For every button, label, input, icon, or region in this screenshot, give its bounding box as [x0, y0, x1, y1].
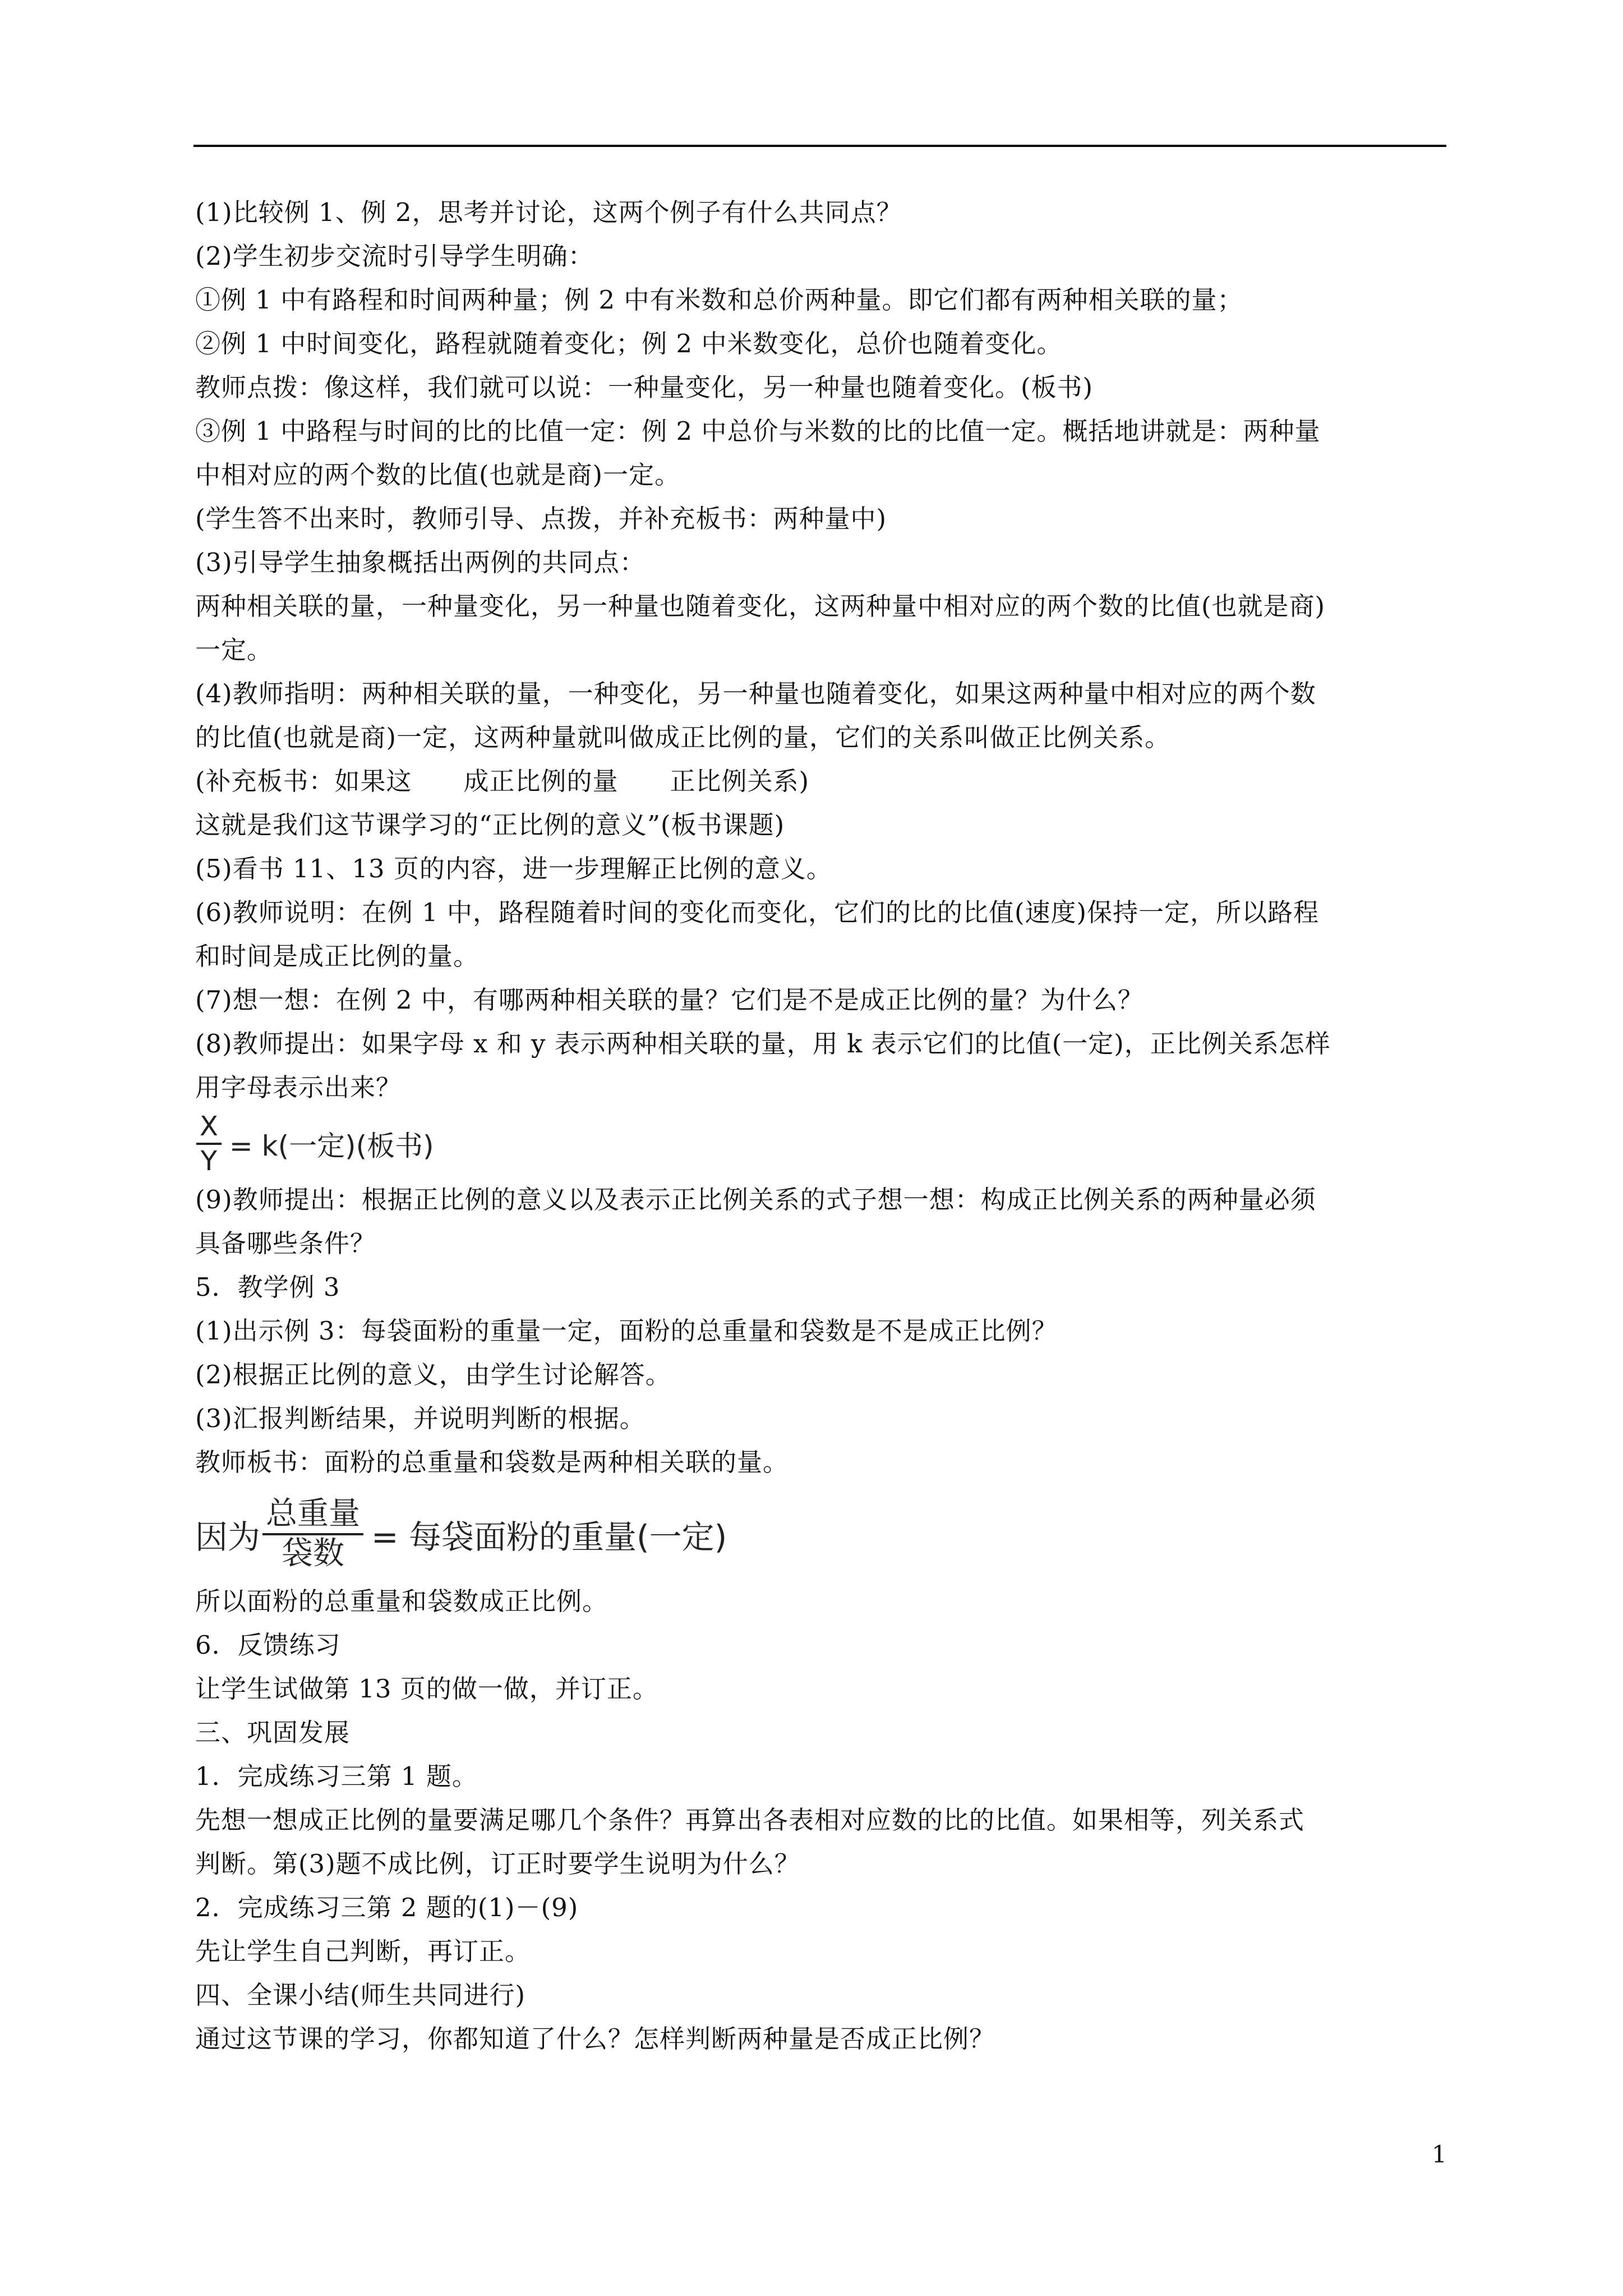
text-line: 教师板书：面粉的总重量和袋数是两种相关联的量。	[195, 1447, 789, 1477]
text-line: 5．教学例 3	[195, 1272, 340, 1302]
text-line: (7)想一想：在例 2 中，有哪两种相关联的量？它们是不是成正比例的量？为什么？	[195, 985, 1144, 1015]
text-block-practice	[195, 1580, 1451, 2061]
text-line: 6．反馈练习	[195, 1630, 341, 1660]
text-line: 2．完成练习三第 2 题的(1)－(9)	[195, 1893, 579, 1922]
formula-ratio-xy	[195, 1110, 1451, 1178]
text-line: 先想一想成正比例的量要满足哪几个条件？再算出各表相对应数的比的比值。如果相等，列关系式	[195, 1805, 1305, 1835]
text-line: ③例 1 中路程与时间的比的比值一定：例 2 中总价与米数的比的比值一定。概括地讲就是：两种量	[195, 416, 1321, 446]
text-line: 这就是我们这节课学习的“正比例的意义”(板书课题)	[195, 810, 785, 840]
fraction-x-over-y	[196, 1112, 222, 1176]
text-block-intro	[195, 191, 1451, 1110]
text-line: (2)根据正比例的意义，由学生讨论解答。	[195, 1360, 671, 1389]
formula-prefix: 因为	[195, 1518, 261, 1556]
fraction-denominator: Y	[200, 1145, 218, 1177]
fraction-numerator: 总重量	[266, 1496, 361, 1533]
fraction-numerator: X	[200, 1110, 218, 1142]
text-line: 教师点拨：像这样，我们就可以说：一种量变化，另一种量也随着变化。(板书)	[195, 372, 1094, 402]
fraction-weight-over-bags	[262, 1498, 363, 1571]
text-block-example-3	[195, 1178, 1451, 1484]
text-line: (8)教师提出：如果字母 x 和 y 表示两种相关联的量，用 k 表示它们的比值(一定)，正比例关系怎样	[195, 1029, 1331, 1059]
text-line: ①例 1 中有路程和时间两种量；例 2 中有米数和总价两种量。即它们都有两种相关联的量；	[195, 285, 1243, 315]
fraction-denominator: 袋数	[282, 1535, 345, 1572]
formula-weight-ratio	[195, 1492, 1451, 1576]
header-rule	[193, 145, 1446, 147]
document-body	[195, 191, 1451, 2061]
text-line: (6)教师说明：在例 1 中，路程随着时间的变化而变化，它们的比的比值(速度)保持一定，所以路程	[195, 898, 1320, 927]
text-line: 先让学生自己判断，再订正。	[195, 1936, 531, 1966]
text-line: (2)学生初步交流时引导学生明确：	[195, 241, 594, 271]
text-line: 具备哪些条件？	[195, 1228, 376, 1258]
text-line: 的比值(也就是商)一定，这两种量就叫做成正比例的量，它们的关系叫做正比例关系。	[195, 723, 1171, 752]
text-line: (补充板书：如果这 成正比例的量 正比例关系)	[195, 766, 810, 796]
text-line: (学生答不出来时，教师引导、点拨，并补充板书：两种量中)	[195, 504, 887, 533]
fraction-bar	[196, 1143, 222, 1145]
text-line: 所以面粉的总重量和袋数成正比例。	[195, 1586, 608, 1616]
text-line: (1)出示例 3：每袋面粉的重量一定，面粉的总重量和袋数是不是成正比例？	[195, 1316, 1058, 1346]
text-line: (1)比较例 1、例 2，思考并讨论，这两个例子有什么共同点？	[195, 197, 902, 227]
text-line: 用字母表示出来？	[195, 1073, 402, 1102]
text-line: 一定。	[195, 635, 273, 665]
text-line: ②例 1 中时间变化，路程就随着变化；例 2 中米数变化，总价也随着变化。	[195, 329, 1063, 358]
text-line: 两种相关联的量，一种量变化，另一种量也随着变化，这两种量中相对应的两个数的比值(也就是商)	[195, 591, 1326, 621]
formula-rhs: = 每袋面粉的重量(一定)	[371, 1518, 727, 1556]
text-line: 通过这节课的学习，你都知道了什么？怎样判断两种量是否成正比例？	[195, 2024, 995, 2054]
text-line: 1．完成练习三第 1 题。	[195, 1761, 478, 1791]
text-line: (3)汇报判断结果，并说明判断的根据。	[195, 1404, 645, 1433]
text-line: 判断。第(3)题不成比例，订正时要学生说明为什么？	[195, 1849, 800, 1879]
text-line: (4)教师指明：两种相关联的量，一种变化，另一种量也随着变化，如果这两种量中相对应的两个数	[195, 679, 1316, 708]
text-line: (9)教师提出：根据正比例的意义以及表示正比例关系的式子想一想：构成正比例关系的两种量必须	[195, 1185, 1316, 1214]
text-line: 和时间是成正比例的量。	[195, 941, 479, 971]
page-number: 1	[1432, 2141, 1447, 2168]
text-line: (5)看书 11、13 页的内容，进一步理解正比例的意义。	[195, 854, 832, 884]
text-line: 让学生试做第 13 页的做一做，并订正。	[195, 1674, 658, 1704]
text-line: 四、全课小结(师生共同进行)	[195, 1980, 526, 2010]
text-line: 三、巩固发展	[195, 1718, 351, 1747]
formula-rhs: = k(一定)(板书)	[229, 1130, 434, 1162]
text-line: 中相对应的两个数的比值(也就是商)一定。	[195, 460, 681, 490]
text-line: (3)引导学生抽象概括出两例的共同点：	[195, 547, 645, 577]
